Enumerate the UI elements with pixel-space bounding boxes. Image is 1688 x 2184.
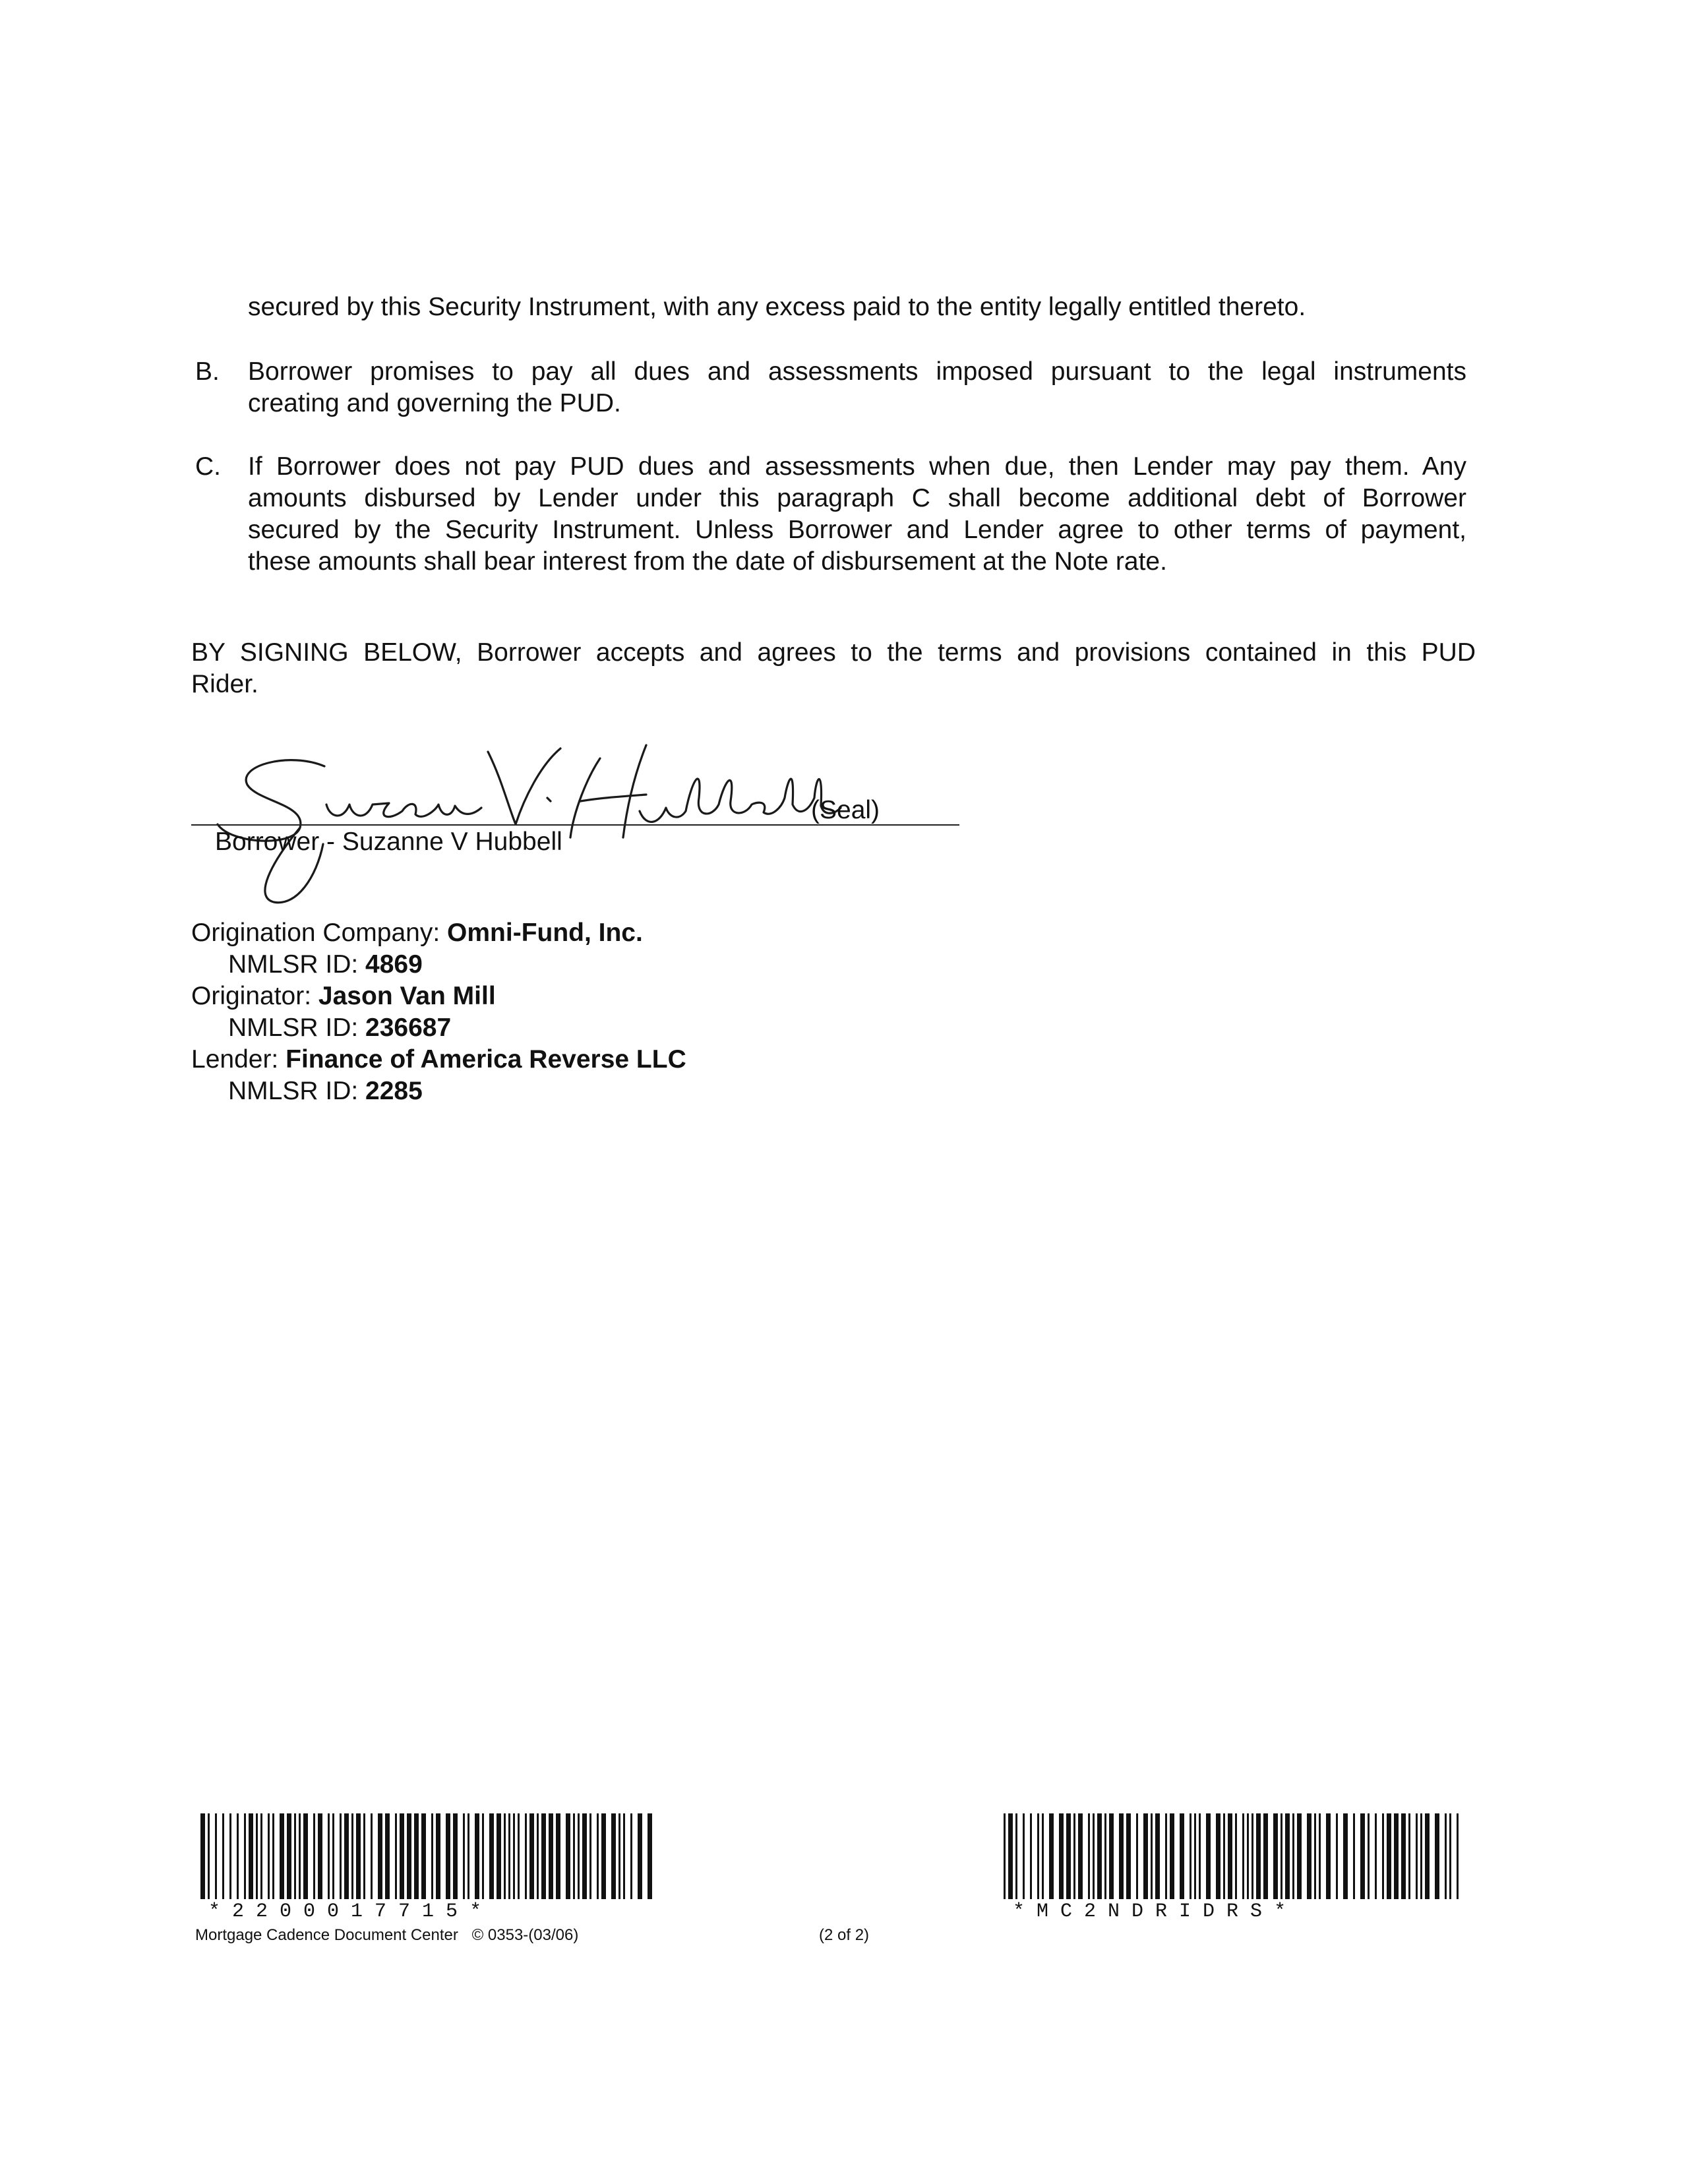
lender-nmlsr-value: 2285 — [365, 1077, 423, 1105]
barcode-bar — [475, 1813, 479, 1899]
barcode-bar — [237, 1813, 239, 1899]
barcode-bar — [268, 1813, 270, 1899]
item-b-text — [248, 356, 1466, 419]
barcode-bar — [1093, 1813, 1095, 1899]
barcode-bar — [1023, 1813, 1025, 1899]
originator-row — [191, 981, 496, 1012]
barcode-bar — [294, 1813, 296, 1899]
barcode-bar — [287, 1813, 291, 1899]
barcode-bar — [344, 1813, 349, 1899]
barcode-bar — [356, 1813, 361, 1899]
barcode-bar — [1314, 1813, 1316, 1899]
lender-label: Lender: — [191, 1045, 279, 1074]
barcode-right-text: * M C 2 N D R I D R S * — [1013, 1900, 1286, 1923]
barcode-bar — [385, 1813, 390, 1899]
signing-statement — [191, 637, 1476, 700]
barcode-bar — [573, 1813, 575, 1899]
barcode-bar — [467, 1813, 469, 1899]
footer-page-number: (2 of 2) — [819, 1926, 870, 1944]
barcode-bar — [1165, 1813, 1167, 1899]
barcode-bar — [1078, 1813, 1083, 1899]
barcode-bar — [1223, 1813, 1225, 1899]
barcode-bar — [318, 1813, 322, 1899]
barcode-bar — [1199, 1813, 1201, 1899]
barcode-bar — [1242, 1813, 1244, 1899]
barcode-bar — [1425, 1813, 1430, 1899]
barcode-bar — [518, 1813, 520, 1899]
barcode-bar — [597, 1813, 599, 1899]
barcode-bar — [1401, 1813, 1406, 1899]
barcode-bar — [446, 1813, 450, 1899]
barcode-bar — [1408, 1813, 1410, 1899]
barcode-bar — [1008, 1813, 1013, 1899]
barcode-bar — [1088, 1813, 1090, 1899]
barcode-bar — [1307, 1813, 1311, 1899]
barcode-bar — [556, 1813, 560, 1899]
barcode-bar — [1319, 1813, 1321, 1899]
seal-label: (Seal) — [811, 796, 880, 824]
barcode-bar — [421, 1813, 426, 1899]
barcode-bar — [489, 1813, 494, 1899]
barcode-bar — [1416, 1813, 1418, 1899]
barcode-bar — [1353, 1813, 1355, 1899]
signature-block — [191, 739, 982, 936]
barcode-bar — [208, 1813, 210, 1899]
barcode-bar — [1097, 1813, 1102, 1899]
barcode-bar — [1326, 1813, 1331, 1899]
barcode-bar — [1180, 1813, 1184, 1899]
barcode-bar — [299, 1813, 301, 1899]
barcode-bar — [1285, 1813, 1290, 1899]
barcode-right — [1004, 1813, 1464, 1899]
barcode-bar — [303, 1813, 308, 1899]
barcode-bar — [1066, 1813, 1071, 1899]
signing-line-1: BY SIGNING BELOW, Borrower accepts and agrees to the terms and provisions contained in this PUD — [191, 638, 1476, 667]
barcode-bar — [351, 1813, 353, 1899]
barcode-bar — [407, 1813, 411, 1899]
barcode-bar — [256, 1813, 258, 1899]
barcode-bar — [249, 1813, 253, 1899]
barcode-bar — [1387, 1813, 1391, 1899]
barcode-bar — [497, 1813, 501, 1899]
barcode-bar — [431, 1813, 433, 1899]
barcode-bar — [482, 1813, 484, 1899]
barcode-bar — [582, 1813, 587, 1899]
lender-value: Finance of America Reverse LLC — [286, 1045, 686, 1074]
footer-doc-center-text: Mortgage Cadence Document Center — [195, 1926, 458, 1944]
barcode-bar — [1281, 1813, 1282, 1899]
borrower-name-label: Borrower - Suzanne V Hubbell — [215, 828, 562, 856]
item-b-line-1: Borrower promises to pay all dues and assessments imposed pursuant to the legal instruments — [248, 357, 1466, 386]
originator-nmlsr-label: NMLSR ID: — [228, 1014, 359, 1042]
barcode-bar — [363, 1813, 365, 1899]
continuation-text: secured by this Security Instrument, with any excess paid to the entity legally entitled thereto. — [248, 293, 1306, 321]
item-b-marker: B. — [195, 357, 220, 386]
barcode-bar — [260, 1813, 262, 1899]
barcode-bar — [1375, 1813, 1377, 1899]
barcode-bar — [1059, 1813, 1064, 1899]
originator-nmlsr-value: 236687 — [365, 1014, 452, 1042]
barcode-bar — [1170, 1813, 1174, 1899]
barcode-bar — [648, 1813, 652, 1899]
barcode-bar — [1457, 1813, 1459, 1899]
barcode-bar — [1109, 1813, 1114, 1899]
barcode-bar — [1151, 1813, 1153, 1899]
barcode-bar — [529, 1813, 534, 1899]
barcode-bar — [280, 1813, 284, 1899]
barcode-bar — [549, 1813, 553, 1899]
origination-company-row — [191, 918, 643, 948]
company-nmlsr-label: NMLSR ID: — [228, 950, 359, 979]
barcode-bar — [395, 1813, 397, 1899]
barcode-bar — [1263, 1813, 1268, 1899]
originator-label: Originator: — [191, 982, 312, 1010]
barcode-bar — [1256, 1813, 1261, 1899]
barcode-bar — [1042, 1813, 1044, 1899]
barcode-bar — [1216, 1813, 1221, 1899]
footer-doc-center — [195, 1926, 578, 1945]
barcode-bar — [340, 1813, 342, 1899]
barcode-bar — [1292, 1813, 1294, 1899]
barcode-bar — [1119, 1813, 1124, 1899]
barcode-bar — [1435, 1813, 1439, 1899]
barcode-bar — [1343, 1813, 1348, 1899]
barcode-bar — [1360, 1813, 1365, 1899]
barcode-bar — [1004, 1813, 1006, 1899]
lender-nmlsr-row — [228, 1076, 423, 1107]
lender-row — [191, 1045, 686, 1075]
barcode-bar — [215, 1813, 217, 1899]
barcode-bar — [1126, 1813, 1131, 1899]
barcode-bar — [611, 1813, 616, 1899]
barcode-bar — [566, 1813, 570, 1899]
barcode-bar — [414, 1813, 419, 1899]
origination-company-nmlsr-row — [228, 950, 423, 980]
barcode-bar — [589, 1813, 591, 1899]
barcode-bar — [332, 1813, 334, 1899]
barcode-bar — [1073, 1813, 1075, 1899]
barcode-bar — [1449, 1813, 1451, 1899]
barcode-bar — [378, 1813, 382, 1899]
barcode-bar — [229, 1813, 231, 1899]
barcode-bar — [638, 1813, 642, 1899]
barcode-left — [200, 1813, 655, 1899]
barcode-bar — [313, 1813, 315, 1899]
item-c-text — [248, 451, 1466, 578]
barcode-bar — [541, 1813, 546, 1899]
barcode-bar — [630, 1813, 632, 1899]
item-c-line-2: amounts disbursed by Lender under this paragraph C shall become additional debt of Borrower — [248, 484, 1466, 512]
barcode-bar — [400, 1813, 404, 1899]
barcode-bar — [513, 1813, 515, 1899]
barcode-bar — [200, 1813, 205, 1899]
barcode-bar — [618, 1813, 620, 1899]
barcode-bar — [453, 1813, 458, 1899]
signing-line-2: Rider. — [191, 670, 258, 698]
barcode-bar — [1273, 1813, 1278, 1899]
origination-company-value: Omni-Fund, Inc. — [447, 919, 643, 947]
origination-company-label: Origination Company: — [191, 919, 440, 947]
barcode-bar — [1420, 1813, 1422, 1899]
barcode-left-text: * 2 2 0 0 0 1 7 7 1 5 * — [208, 1900, 482, 1923]
barcode-bar — [1368, 1813, 1370, 1899]
barcode-bar — [436, 1813, 440, 1899]
barcode-bar — [525, 1813, 527, 1899]
barcode-bar — [1235, 1813, 1237, 1899]
originator-value: Jason Van Mill — [318, 982, 496, 1010]
barcode-bar — [578, 1813, 580, 1899]
item-c-line-4: these amounts shall bear interest from the date of disbursement at the Note rate. — [248, 547, 1167, 576]
footer-copyright: © 0353-(03/06) — [471, 1926, 579, 1944]
company-nmlsr-value: 4869 — [365, 950, 423, 979]
barcode-bar — [1030, 1813, 1032, 1899]
barcode-bar — [601, 1813, 606, 1899]
barcode-bar — [1015, 1813, 1017, 1899]
barcode-bar — [504, 1813, 506, 1899]
item-c-marker: C. — [195, 452, 221, 481]
barcode-bar — [463, 1813, 465, 1899]
barcode-bar — [1194, 1813, 1196, 1899]
barcode-bar — [244, 1813, 246, 1899]
barcode-bar — [1136, 1813, 1138, 1899]
barcode-bar — [1297, 1813, 1302, 1899]
barcode-bar — [1228, 1813, 1232, 1899]
barcode-bar — [623, 1813, 625, 1899]
barcode-bar — [1394, 1813, 1399, 1899]
barcode-bar — [328, 1813, 330, 1899]
barcode-bar — [371, 1813, 373, 1899]
barcode-bar — [1251, 1813, 1253, 1899]
lender-nmlsr-label: NMLSR ID: — [228, 1077, 359, 1105]
barcode-bar — [1037, 1813, 1039, 1899]
barcode-bar — [1336, 1813, 1338, 1899]
item-b-line-2: creating and governing the PUD. — [248, 389, 621, 417]
barcode-bar — [272, 1813, 274, 1899]
barcode-bar — [1206, 1813, 1211, 1899]
barcode-bar — [1049, 1813, 1054, 1899]
barcode-bar — [537, 1813, 539, 1899]
item-c-line-3: secured by the Security Instrument. Unless Borrower and Lender agree to other terms of payment, — [248, 516, 1466, 544]
originator-nmlsr-row — [228, 1013, 451, 1043]
barcode-bar — [508, 1813, 510, 1899]
barcode-bar — [1445, 1813, 1447, 1899]
barcode-bar — [1143, 1813, 1148, 1899]
barcode-bar — [1247, 1813, 1249, 1899]
item-c-line-1: If Borrower does not pay PUD dues and assessments when due, then Lender may pay them. Any — [248, 452, 1466, 481]
barcode-bar — [1190, 1813, 1191, 1899]
barcode-bar — [222, 1813, 224, 1899]
barcode-bar — [1155, 1813, 1160, 1899]
barcode-bar — [1104, 1813, 1106, 1899]
barcode-bar — [1382, 1813, 1384, 1899]
